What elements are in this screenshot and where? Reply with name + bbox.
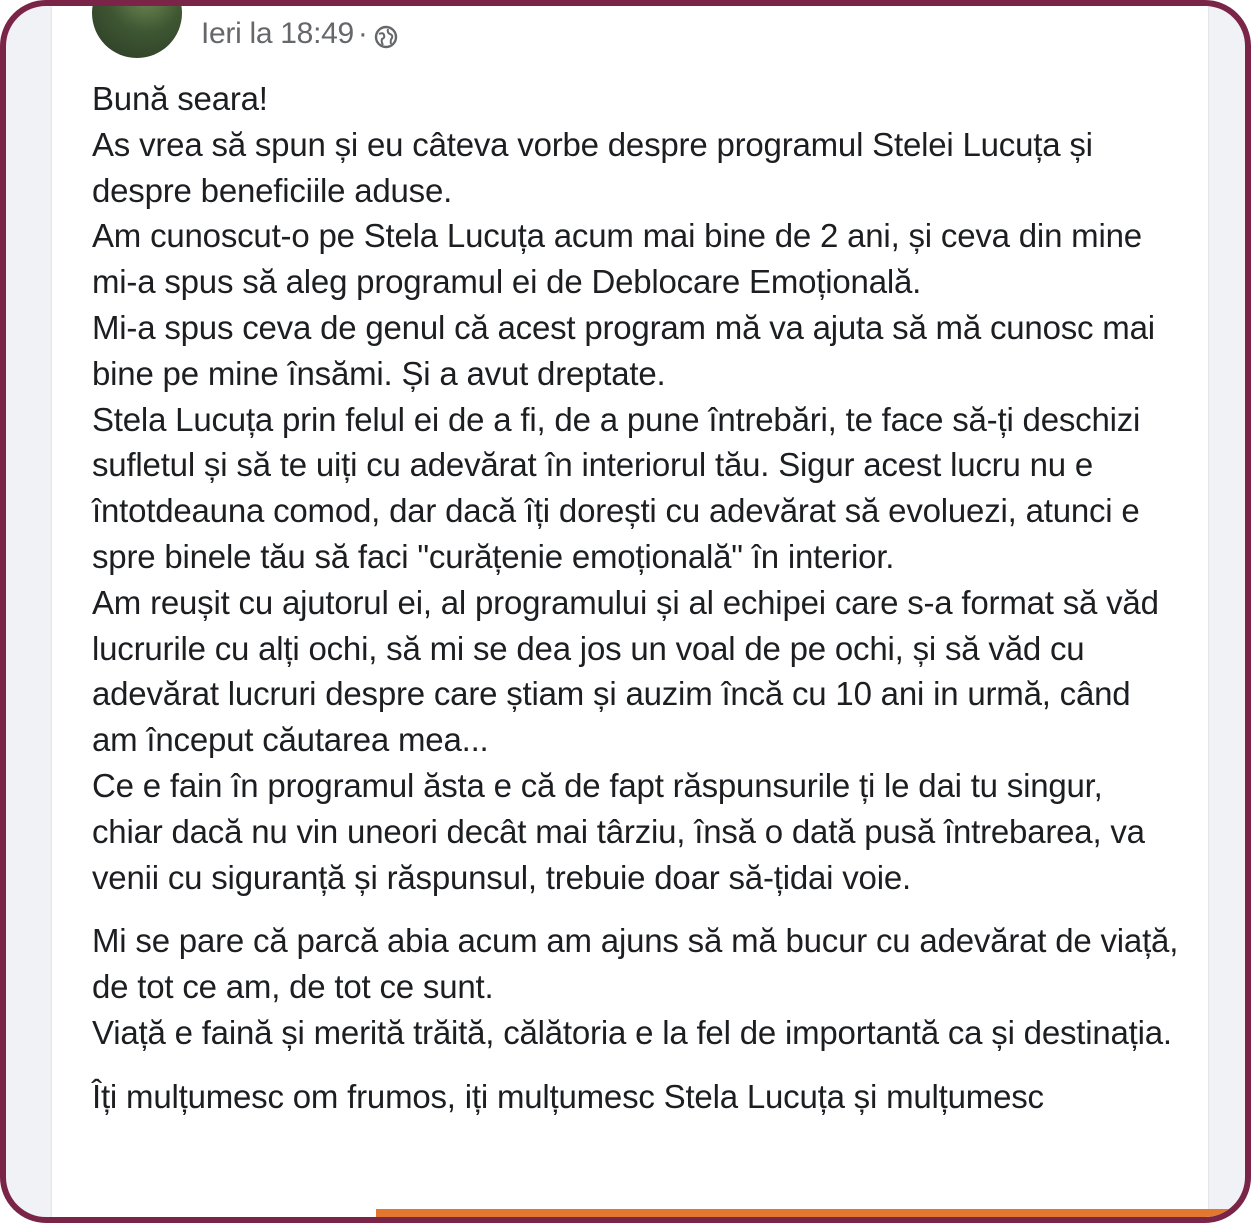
post-card	[52, 6, 1208, 1223]
post-body	[92, 76, 1182, 1120]
post-meta	[201, 14, 398, 54]
globe-icon[interactable]	[374, 23, 398, 47]
post-paragraph: Mi se pare că parcă abia acum am ajuns să mă bucur cu adevărat de viață, de tot ce am, de tot ce sunt. Viață e faină și merită trăită, călătoria e la fel de importantă ca și destinația.	[92, 922, 1179, 1051]
accent-bar	[376, 1209, 1251, 1223]
avatar[interactable]	[92, 0, 182, 58]
meta-separator: ·	[357, 17, 368, 50]
post-timestamp[interactable]: Ieri la 18:49	[201, 17, 354, 50]
post-paragraph: Bună seara! As vrea să spun și eu câteva vorbe despre programul Stelei Lucuța și despre beneficiile aduse. Am cunoscut-o pe Stela Lucuța acum mai bine de 2 ani, și ceva din mine mi-a spus să aleg programul ei de Deblocare Emoțională. Mi-a spus ceva de genul că acest program mă va ajuta să mă cunosc mai bine pe mine însămi. Și a avut dreptate. Stela Lucuța prin felul ei de a fi, de a pune întrebări, te face să-ți deschizi sufletul și să te uiți cu adevărat în interiorul tău. Sigur acest lucru nu e întotdeauna comod, dar dacă îți dorești cu adevărat să evoluezi, atunci e spre binele tău să faci "curățenie emoțională" în interior. Am reușit cu ajutorul ei, al programului și al echipei care s-a format să văd lucrurile cu alți ochi, să mi se dea jos un voal de pe ochi, și să văd cu adevărat lucruri despre care știam și auzim încă cu 10 ani in urmă, când am început căutarea mea... Ce e fain în programul ăsta e că de fapt răspunsurile ți le dai tu singur, chiar dacă nu vin uneori decât mai târziu, însă o dată pusă întrebarea, va venii cu siguranță și răspunsul, trebuie doar să-țidai voie.	[92, 80, 1159, 896]
post-paragraph: Îți mulțumesc om frumos, iți mulțumesc Stela Lucuța și mulțumesc	[92, 1077, 1044, 1115]
